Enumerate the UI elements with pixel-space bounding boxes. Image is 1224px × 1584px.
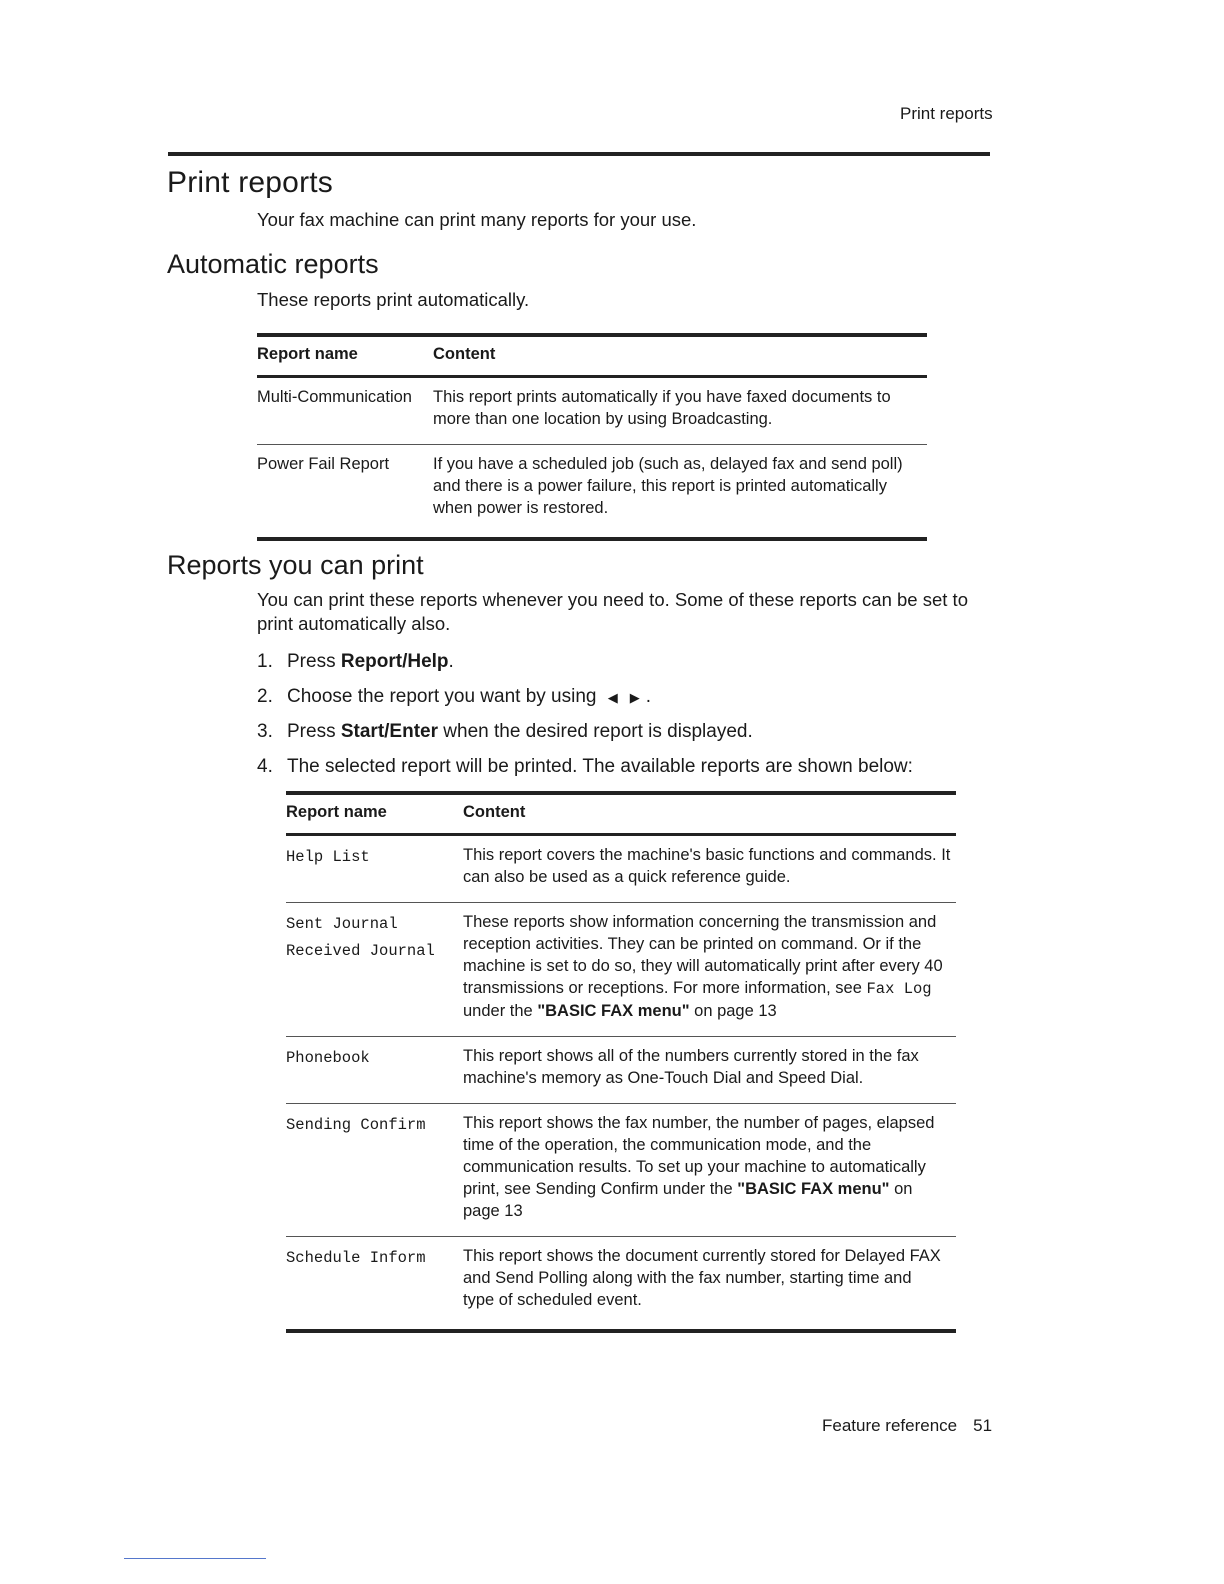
report-name-label: Received Journal <box>286 942 435 960</box>
report-content <box>463 1104 956 1237</box>
start-enter-key-label: Start/Enter <box>340 721 438 742</box>
report-content: This report shows all of the numbers currently stored in the fax machine's memory as One-Touch Dial and Speed Dial. <box>463 1037 956 1104</box>
reports-you-can-print-heading: Reports you can print <box>167 550 424 580</box>
report-name: Power Fail Report <box>257 445 433 540</box>
page-footer <box>822 1416 992 1436</box>
content-text: on page 13 <box>463 1180 913 1220</box>
report-name <box>286 1237 463 1332</box>
table-row <box>286 1037 956 1104</box>
column-header-content: Content <box>433 335 927 377</box>
step-number: 1. <box>257 651 273 672</box>
step-number: 2. <box>257 686 273 707</box>
footer-section-label: Feature reference <box>822 1416 958 1435</box>
step-text: Choose the report you want by using <box>287 686 597 707</box>
list-item <box>257 651 913 686</box>
printable-reports-table-wrap <box>286 791 956 1333</box>
right-arrow-icon: ▶ <box>629 690 640 705</box>
report-content <box>463 903 956 1037</box>
list-item <box>257 686 913 721</box>
report-content: This report shows the document currently stored for Delayed FAX and Send Polling along with the fax number, starting time and type of scheduled event. <box>463 1237 956 1332</box>
table-row <box>286 1237 956 1332</box>
report-name-label: Phonebook <box>286 1049 370 1067</box>
column-header-report-name: Report name <box>286 793 463 835</box>
step-text: when the desired report is displayed. <box>438 721 753 742</box>
list-item <box>257 721 913 756</box>
column-header-report-name: Report name <box>257 335 433 377</box>
automatic-reports-heading: Automatic reports <box>167 249 379 279</box>
corner-rule <box>124 1558 266 1559</box>
content-text: on page 13 <box>689 1002 777 1020</box>
step-text: Press <box>287 651 341 672</box>
content-text: These reports show information concerning the transmission and reception activities. They can be printed on command. Or if the machine is set to do so, they will automatically print after every 40 transmissions or receptions. For more information, see <box>463 913 943 997</box>
reports-you-can-print-intro: You can print these reports whenever you need to. Some of these reports can be set to print automatically also. <box>257 589 968 634</box>
report-name <box>286 1037 463 1104</box>
printable-reports-table <box>286 791 956 1333</box>
table-header-row <box>286 793 956 835</box>
basic-fax-menu-reference: "BASIC FAX menu" <box>537 1002 690 1020</box>
table-row <box>257 377 927 445</box>
report-name-label: Schedule Inform <box>286 1249 426 1267</box>
content-text: This report shows the fax number, the number of pages, elapsed time of the operation, the communication mode, and the communication results. To set up your machine to automatically print, see Sending Confirm under the <box>463 1114 935 1198</box>
fax-log-reference: Fax Log <box>866 980 932 998</box>
list-item <box>257 756 913 791</box>
table-row <box>257 445 927 540</box>
report-name-label: Sending Confirm <box>286 1116 426 1134</box>
report-name-label: Help List <box>286 848 370 866</box>
header-rule <box>168 152 990 156</box>
step-number: 3. <box>257 721 273 742</box>
report-name-label: Sent Journal <box>286 915 398 933</box>
basic-fax-menu-reference: "BASIC FAX menu" <box>737 1180 890 1198</box>
running-header: Print reports <box>900 104 993 123</box>
left-arrow-icon: ◀ <box>607 690 618 705</box>
steps-list <box>257 651 913 791</box>
automatic-reports-table <box>257 333 927 541</box>
report-name: Multi-Communication <box>257 377 433 445</box>
step-text: Press <box>287 721 341 742</box>
content-text: under the <box>463 1002 538 1020</box>
report-content: This report covers the machine's basic functions and commands. It can also be used as a quick reference guide. <box>463 835 956 903</box>
step-text: . <box>448 651 454 672</box>
report-content: If you have a scheduled job (such as, delayed fax and send poll) and there is a power failure, this report is printed automatically when power is restored. <box>433 445 927 540</box>
table-row <box>286 835 956 903</box>
automatic-reports-intro: These reports print automatically. <box>257 289 530 310</box>
step-text: . <box>645 686 652 707</box>
step-number: 4. <box>257 756 273 777</box>
report-help-key-label: Report/Help <box>340 651 449 672</box>
automatic-reports-table-wrap <box>257 333 927 541</box>
page-number: 51 <box>973 1416 993 1435</box>
column-header-content: Content <box>463 793 956 835</box>
report-content: This report prints automatically if you have faxed documents to more than one location by using Broadcasting. <box>433 377 927 445</box>
table-row <box>286 1104 956 1237</box>
print-reports-intro: Your fax machine can print many reports for your use. <box>257 209 697 230</box>
report-name <box>286 1104 463 1237</box>
table-row <box>286 903 956 1037</box>
table-header-row <box>257 335 927 377</box>
page-title: Print reports <box>167 166 333 199</box>
report-name <box>286 903 463 1037</box>
step-text: The selected report will be printed. The available reports are shown below: <box>287 756 913 777</box>
report-name <box>286 835 463 903</box>
